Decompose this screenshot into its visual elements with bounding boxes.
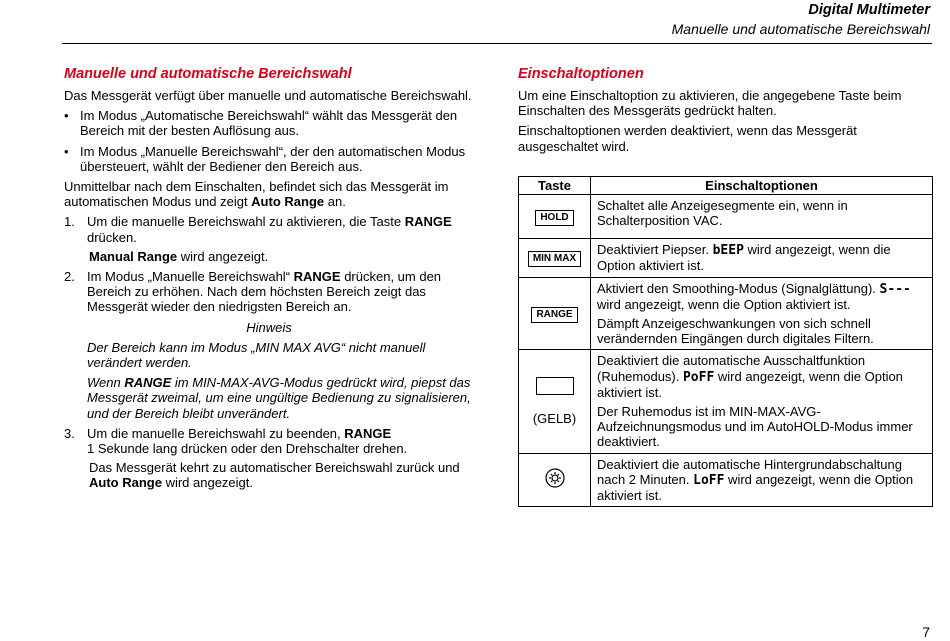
yellow-key-icon (536, 377, 574, 395)
document-title: Digital Multimeter (808, 2, 930, 18)
step-1: 1. Um die manuelle Bereichswahl zu aktivieren, die Taste RANGE drücken. (64, 214, 452, 245)
bullet-auto-range: • Im Modus „Automatische Bereichswahl“ wählt das Messgerät den Bereich mit der besten Auflösung aus. (64, 108, 474, 138)
page-number: 7 (922, 624, 930, 640)
bullet-manual-range: • Im Modus „Manuelle Bereichswahl“, der den automatischen Modus übersteuert, wählt der Bediener den Bereich aus. (64, 144, 474, 174)
table-row (519, 453, 933, 507)
header-rule (62, 43, 932, 44)
step-1-result: Manual Range wird angezeigt. (89, 248, 269, 264)
left-column (64, 66, 474, 496)
option-text: Deaktiviert die automatische Hintergrundabschaltung nach 2 Minuten. LoFF wird angezeigt, wenn die Option aktiviert ist. (591, 453, 933, 507)
step-2: 2. Im Modus „Manuelle Bereichswahl“ RANGE drücken, um den Bereich zu erhöhen. Nach dem höchsten Bereich zeigt das Messgerät wieder den niedrigsten Bereich an. (64, 269, 442, 315)
startup-paragraph: Unmittelbar nach dem Einschalten, befindet sich das Messgerät im automatischen Modus und zeigt Auto Range an. (64, 179, 449, 210)
column-header-key: Taste (519, 177, 591, 195)
range-steps (64, 214, 474, 244)
poweron-section-heading: Einschaltoptionen (518, 66, 644, 82)
option-text: Schaltet alle Anzeigesegmente ein, wenn in Schalterposition VAC. (591, 195, 933, 239)
document-subtitle: Manuelle und automatische Bereichswahl (671, 21, 930, 37)
table-row (519, 350, 933, 453)
hold-key-icon: HOLD (535, 210, 573, 226)
poweron-options-table (518, 176, 933, 507)
table-header-row (519, 177, 933, 195)
right-column (518, 66, 934, 159)
lcd-smoothing-indicator: S--- (879, 281, 911, 297)
option-text: Aktiviert den Smoothing-Modus (Signalglättung). S--- wird angezeigt, wenn die Option aktiviert ist. Dämpft Anzeigeschwankungen von sich schnell verändernden Eingängen durch digitales Filtern. (591, 277, 933, 350)
range-bullet-list (64, 108, 474, 174)
option-text: Deaktiviert Piepser. bEEP wird angezeigt, wenn die Option aktiviert ist. (591, 239, 933, 277)
lcd-beep-indicator: bEEP (712, 243, 744, 259)
range-key-icon: RANGE (531, 307, 577, 323)
poweron-paragraph-1: Um eine Einschaltoption zu aktivieren, die angegebene Taste beim Einschalten des Messgeräts gedrückt halten. (518, 88, 902, 119)
range-section-heading: Manuelle und automatische Bereichswahl (64, 66, 352, 82)
note-paragraph-1: Der Bereich kann im Modus „MIN MAX AVG“ nicht manuell verändert werden. (87, 339, 426, 371)
minmax-key-icon: MIN MAX (528, 251, 581, 267)
step-3: 3. Um die manuelle Bereichswahl zu beenden, RANGE 1 Sekunde lang drücken oder den Drehschalter drehen. (64, 425, 408, 457)
table-row (519, 277, 933, 350)
lcd-loff-indicator: LoFF (693, 472, 725, 488)
range-intro: Das Messgerät verfügt über manuelle und automatische Bereichswahl. (64, 88, 472, 103)
yellow-key-label: (GELB) (532, 410, 577, 426)
backlight-icon (544, 467, 566, 489)
note-heading: Hinweis (246, 319, 292, 335)
table-row (519, 239, 933, 277)
note-paragraph-2: Wenn RANGE im MIN-MAX-AVG-Modus gedrückt wird, piepst das Messgerät zweimal, um eine ungültige Bedienung zu signalisieren, und der Bereich bleibt unverändert. (87, 375, 471, 421)
table-row (519, 195, 933, 239)
step-3-result: Das Messgerät kehrt zu automatischer Bereichswahl zurück und Auto Range wird angezeigt. (89, 460, 460, 491)
lcd-poff-indicator: PoFF (682, 369, 715, 385)
poweron-paragraph-2: Einschaltoptionen werden deaktiviert, wenn das Messgerät ausgeschaltet wird. (518, 123, 857, 154)
option-text: Deaktiviert die automatische Ausschaltfunktion (Ruhemodus). PoFF wird angezeigt, wenn die Option aktiviert ist. Der Ruhemodus ist im MIN-MAX-AVG-Aufzeichnungsmodus und im AutoHOLD-Modus immer deaktiviert. (591, 350, 933, 453)
column-header-option: Einschaltoptionen (591, 177, 933, 195)
